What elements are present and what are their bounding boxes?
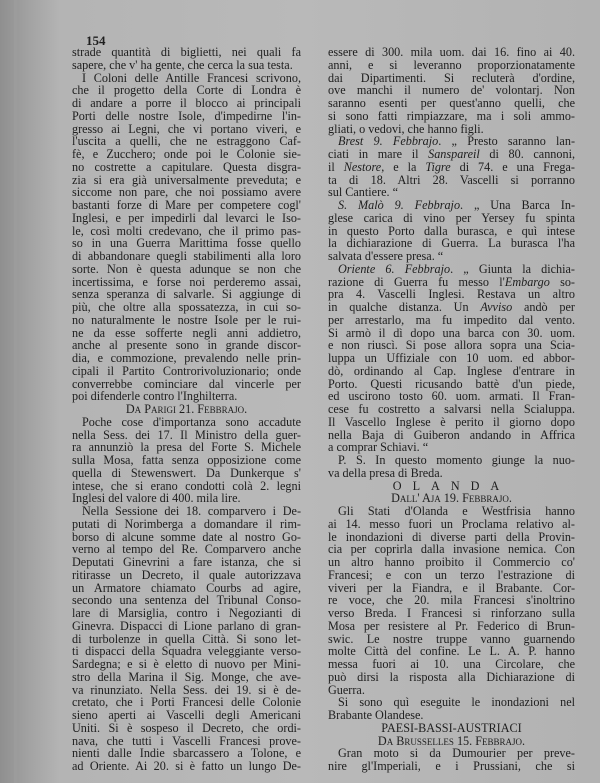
text-segment: . „ Una Barca In- (460, 198, 575, 212)
text-segment: andò per (512, 300, 575, 314)
text-line: nella Sess. dei 17. Il Ministro della guer- (72, 427, 301, 442)
text-line: sulla Mosa, fatta senza opposizione come (72, 453, 301, 467)
text-line: salvata d'essere presa. “ (328, 249, 444, 263)
text-line: Il Vascello Inglese è perito il giorno dopo (328, 414, 575, 429)
text-line: no naturalmente le nostre Isole per le rui- (72, 312, 301, 327)
text-line: nava, che tutti i Vascelli Francesi prove- (72, 733, 301, 748)
text-line: glese carica di vino per Yersey fu spinta (328, 210, 575, 225)
text-line: secondo una sentenza del Tribunal Conso- (72, 593, 301, 608)
page-number: 154 (86, 33, 106, 48)
text-line: Poche cose d'importanza sono accadute (82, 414, 301, 429)
text-line: Gran moto si da Dumourier per preve- (338, 746, 575, 761)
text-line: no costrette a capitulare. Questa disgra- (72, 159, 301, 174)
text-line: converrebbe cominciare dal vincerle per (72, 376, 301, 391)
italic-text: Embargo (504, 274, 550, 289)
text-line: nella Baja di Guiberon andando in Affrica (328, 427, 575, 442)
text-line: ti dispacci della Squadra veleggiante verso- (72, 644, 301, 659)
text-line: dai Dipartimenti. Si recluterà d'ordine, (328, 70, 575, 85)
text-line: nienti dalle Indie sbarcassero a Tolone, e (72, 746, 301, 761)
text-line: Uniti. Si è sospeso il Decreto, che ordi- (72, 720, 301, 735)
section-heading: Da Brusselles 15. Febbrajo. (377, 733, 526, 748)
section-heading: OLANDA (392, 478, 511, 493)
text-line: quella di Stewenswert. Da Dunkerque s' (72, 465, 301, 480)
text-line: dò, ordinando al Cap. Inglese d'entrare in (328, 363, 575, 378)
text-line: poi difenderle contro l'Inghilterra. (72, 389, 238, 404)
text-line: va rinunziato. Nella Sess. dei 19. si è de- (72, 682, 301, 697)
text-line: sorte. Non è questa adunque se non che (72, 261, 301, 276)
text-line: Porti delle nostre Isole, d'impedirne l'in- (72, 108, 301, 123)
text-line: Gli Stati d'Olanda e Westfrisia hanno (338, 504, 575, 518)
italic-text: S. Malò 9. Febbrajo (338, 198, 461, 212)
text-line: nire gl'Imperiali, e i Prussiani, che si (328, 759, 575, 773)
italic-text: Oriente 6. Febbrajo (338, 261, 451, 276)
italic-text: Avviso (480, 300, 513, 314)
section-heading: PAESI-BASSI-AUSTRIACI (381, 720, 522, 735)
text-line: strade quantità di biglietti, nei quali fa (72, 45, 301, 59)
text-line: si sono fatti rimpiazzare, ma i soli ammo- (328, 108, 575, 123)
text-line: più, che oltre alla spossatezza, in cui so- (72, 300, 301, 314)
text-segment: so- (549, 274, 575, 289)
text-line: ad Oriente. Ai 20. si è fatto un lungo De- (72, 759, 301, 773)
text-line: ove manchi il numero de' volontarj. Non (328, 83, 575, 98)
text-line: le inondazioni di diverse parti della Provin- (328, 529, 575, 544)
text-line: Inglesi, e per impedirli dal levarci le Iso- (72, 210, 301, 225)
text-line: Sardegna; e si è eletto di nuovo per Mini- (72, 657, 301, 671)
text-line: luppa un Uffiziale con 10 uom. ed abbor- (328, 351, 575, 365)
text-line: swic. Le nostre truppe vanno guarnendo (328, 631, 575, 646)
text-line: bastanti forze di Mare per competere cogl' (72, 198, 301, 212)
text-segment: ciati in mare il (328, 147, 429, 161)
text-line: cese fu costretto a salvarsi nella Scialuppa. (328, 402, 575, 416)
text-line: Si armò il dì dopo una barca con 30. uom. (328, 325, 575, 340)
text-line: Ginevra. Dispacci di Lione parlano di gran- (72, 618, 301, 633)
text-line: dia, e commozione, prevalendo nelle prin- (72, 351, 301, 365)
text-line: intese, che si erano condotti colà 2. legni (72, 478, 301, 493)
left-column (72, 46, 301, 773)
text-line: in questo Porto dalla burasca, e quì intese (328, 223, 575, 238)
text-line: cipali il Partito Controrivoluzionario; onde (72, 363, 301, 378)
italic-text: Tigre (425, 159, 451, 174)
text-line: essere di 300. mila uom. dai 16. fino ai 40. (328, 45, 575, 59)
text-line: ta di 18. Altri 28. Vascelli si porranno (328, 172, 575, 187)
text-line: pra 4. Vascelli Inglesi. Restava un altro (328, 287, 575, 302)
text-line: cia per coprirla dalla invasione nemica. Con (328, 542, 575, 557)
text-line: gresso ai Legni, che vi portano viveri, e (72, 121, 301, 136)
text-line: incertissima, e forse noi perderemo assai, (72, 274, 301, 289)
text-line: Si sono quì eseguite le inondazioni nel (338, 695, 575, 710)
text-line: Guerra. (328, 682, 365, 697)
text-line: zia si era già universalmente preveduta; e (72, 172, 301, 187)
text-line (328, 301, 575, 314)
section-heading: Da Parigi 21. Febbrajo. (125, 402, 248, 416)
text-line: la dichiarazione di Guerra. La burasca l'ha (328, 236, 575, 251)
text-segment: il (328, 159, 344, 174)
text-line: che il progetto della Corte di Londra è (72, 83, 301, 98)
text-line: verno al tempo del Re. Comparvero anche (72, 542, 301, 557)
text-line: a comprar Schiavi. “ (328, 440, 429, 455)
text-line: l'uscita a quelli, che ne estraggono Caf- (72, 134, 301, 149)
text-line: Francesi; e con un terzo l'estrazione di (328, 567, 575, 582)
text-segment: di 74. e una Frega- (450, 159, 575, 174)
text-line: di turbolenze in quella Città. Si sono let- (72, 631, 301, 646)
italic-text: Nestore (343, 159, 382, 174)
text-line: anche al presente sono in grande discor- (72, 338, 301, 353)
text-line: può dirsi la risposta alla Dichiarazione di (328, 669, 575, 684)
text-line: di andare a porre il blocco ai principali (72, 96, 301, 110)
text-segment: razione di Guerra fu messo l' (328, 274, 505, 289)
text-line: Nella Sessione dei 18. comparvero i De- (82, 504, 301, 518)
text-line: I Coloni delle Antille Francesi scrivono, (82, 70, 301, 85)
text-line: ed uscirono tosto 60. uom. armati. Il Fran- (328, 389, 575, 404)
text-segment: , e la (381, 159, 426, 174)
text-line: sieno aperti ai Vascelli degli Americani (72, 708, 301, 722)
text-line (328, 161, 575, 174)
text-line: le, così molti credevano, che il primo pas- (72, 223, 301, 238)
text-line: ritirasse un Decreto, il quale autorizzava (72, 567, 301, 582)
text-segment: di 80. cannoni, (479, 147, 575, 161)
text-line: so in una Guerra Marittima fosse quello (72, 236, 301, 251)
text-line: verso Breda. I Francesi si rinforzano sulla (328, 606, 575, 620)
text-segment: in qualche distanza. Un (328, 300, 481, 314)
text-line: di abbandonare quegli stabilimenti alla loro (72, 249, 301, 263)
text-line: un altro hanno proibito il Commercio co' (328, 555, 575, 569)
text-line: Mosa per resistere al Pr. Federico di Brun- (328, 618, 575, 633)
text-segment: . „ Presto saranno lan- (438, 134, 575, 149)
text-line: saranno esenti per quest'anno quelli, che (328, 96, 575, 110)
text-line: gliati, o vedovi, che hanno figli. (328, 121, 484, 136)
text-line: lare di Marsiglia, contro i Negozianti di (72, 606, 301, 620)
text-line: sul Cantiere. “ (328, 185, 399, 200)
text-line: ai 14. messo fuori un Proclama relativo al- (328, 516, 575, 531)
text-line: sapere, che v' ha gente, che cerca la sua testa. (72, 57, 293, 72)
text-line: putati di Norimberga a domandare il rim- (72, 516, 301, 531)
text-line: Inglesi del valore di 400. mila lire. (72, 491, 241, 506)
text-line: va della presa di Breda. (328, 465, 443, 480)
text-line (328, 199, 575, 212)
text-line: Porto. Questi ricusando battè d'un piede, (328, 376, 575, 391)
text-line: Brabante Olandese. (328, 708, 424, 722)
italic-text: Sanspareil (428, 147, 480, 161)
text-line: cretato, che i Porti Francesi delle Colonie (72, 695, 301, 710)
section-heading: Dall' Aja 19. Febbrajo. (391, 491, 512, 506)
text-line: anni, e si leveranno proporzionatamente (328, 57, 575, 72)
text-line: fè, e Zucchero; onde poi le Colonie sie- (72, 147, 301, 161)
text-line: viveri per la Fiandra, e il Brabante. Cor- (328, 580, 575, 595)
text-line: per arrestarlo, ma fu impedito dal vento. (328, 312, 575, 327)
text-line: borso di alcune somme date al nostro Go- (72, 529, 301, 544)
text-line: P. S. In questo momento giunge la nuo- (338, 453, 575, 467)
text-line: Deputati Ginevrini a fare istanza, che si (72, 555, 301, 569)
text-line: e non riuscì. Si pose allora sopra una Scia- (328, 338, 575, 353)
text-line: messa fuori ai 10. una Circolare, che (328, 657, 575, 671)
text-line: ne da esse sofferte negli anni addietro, (72, 325, 301, 340)
text-line: siccome non pare, che noi possiamo avere (72, 185, 301, 200)
text-line: stro della Marina il Sig. Monge, che ave- (72, 669, 301, 684)
text-line: re voce, che 20. mila Francesi s'inoltrino (328, 593, 575, 608)
text-line: un Armatore chiamato Courbs ad agire, (72, 580, 301, 595)
text-line: molte Città del confine. Le L. A. P. hanno (328, 644, 575, 659)
page-edge (14, 0, 17, 783)
text-segment: . „ Giunta la dichia- (450, 261, 575, 276)
text-line: ra annunziò la presa del Forte S. Michele (72, 440, 301, 455)
right-column (328, 46, 575, 773)
italic-text: Brest 9. Febbrajo (338, 134, 439, 149)
text-line: senza speranza di salvarle. Si aggiunge di (72, 287, 301, 302)
